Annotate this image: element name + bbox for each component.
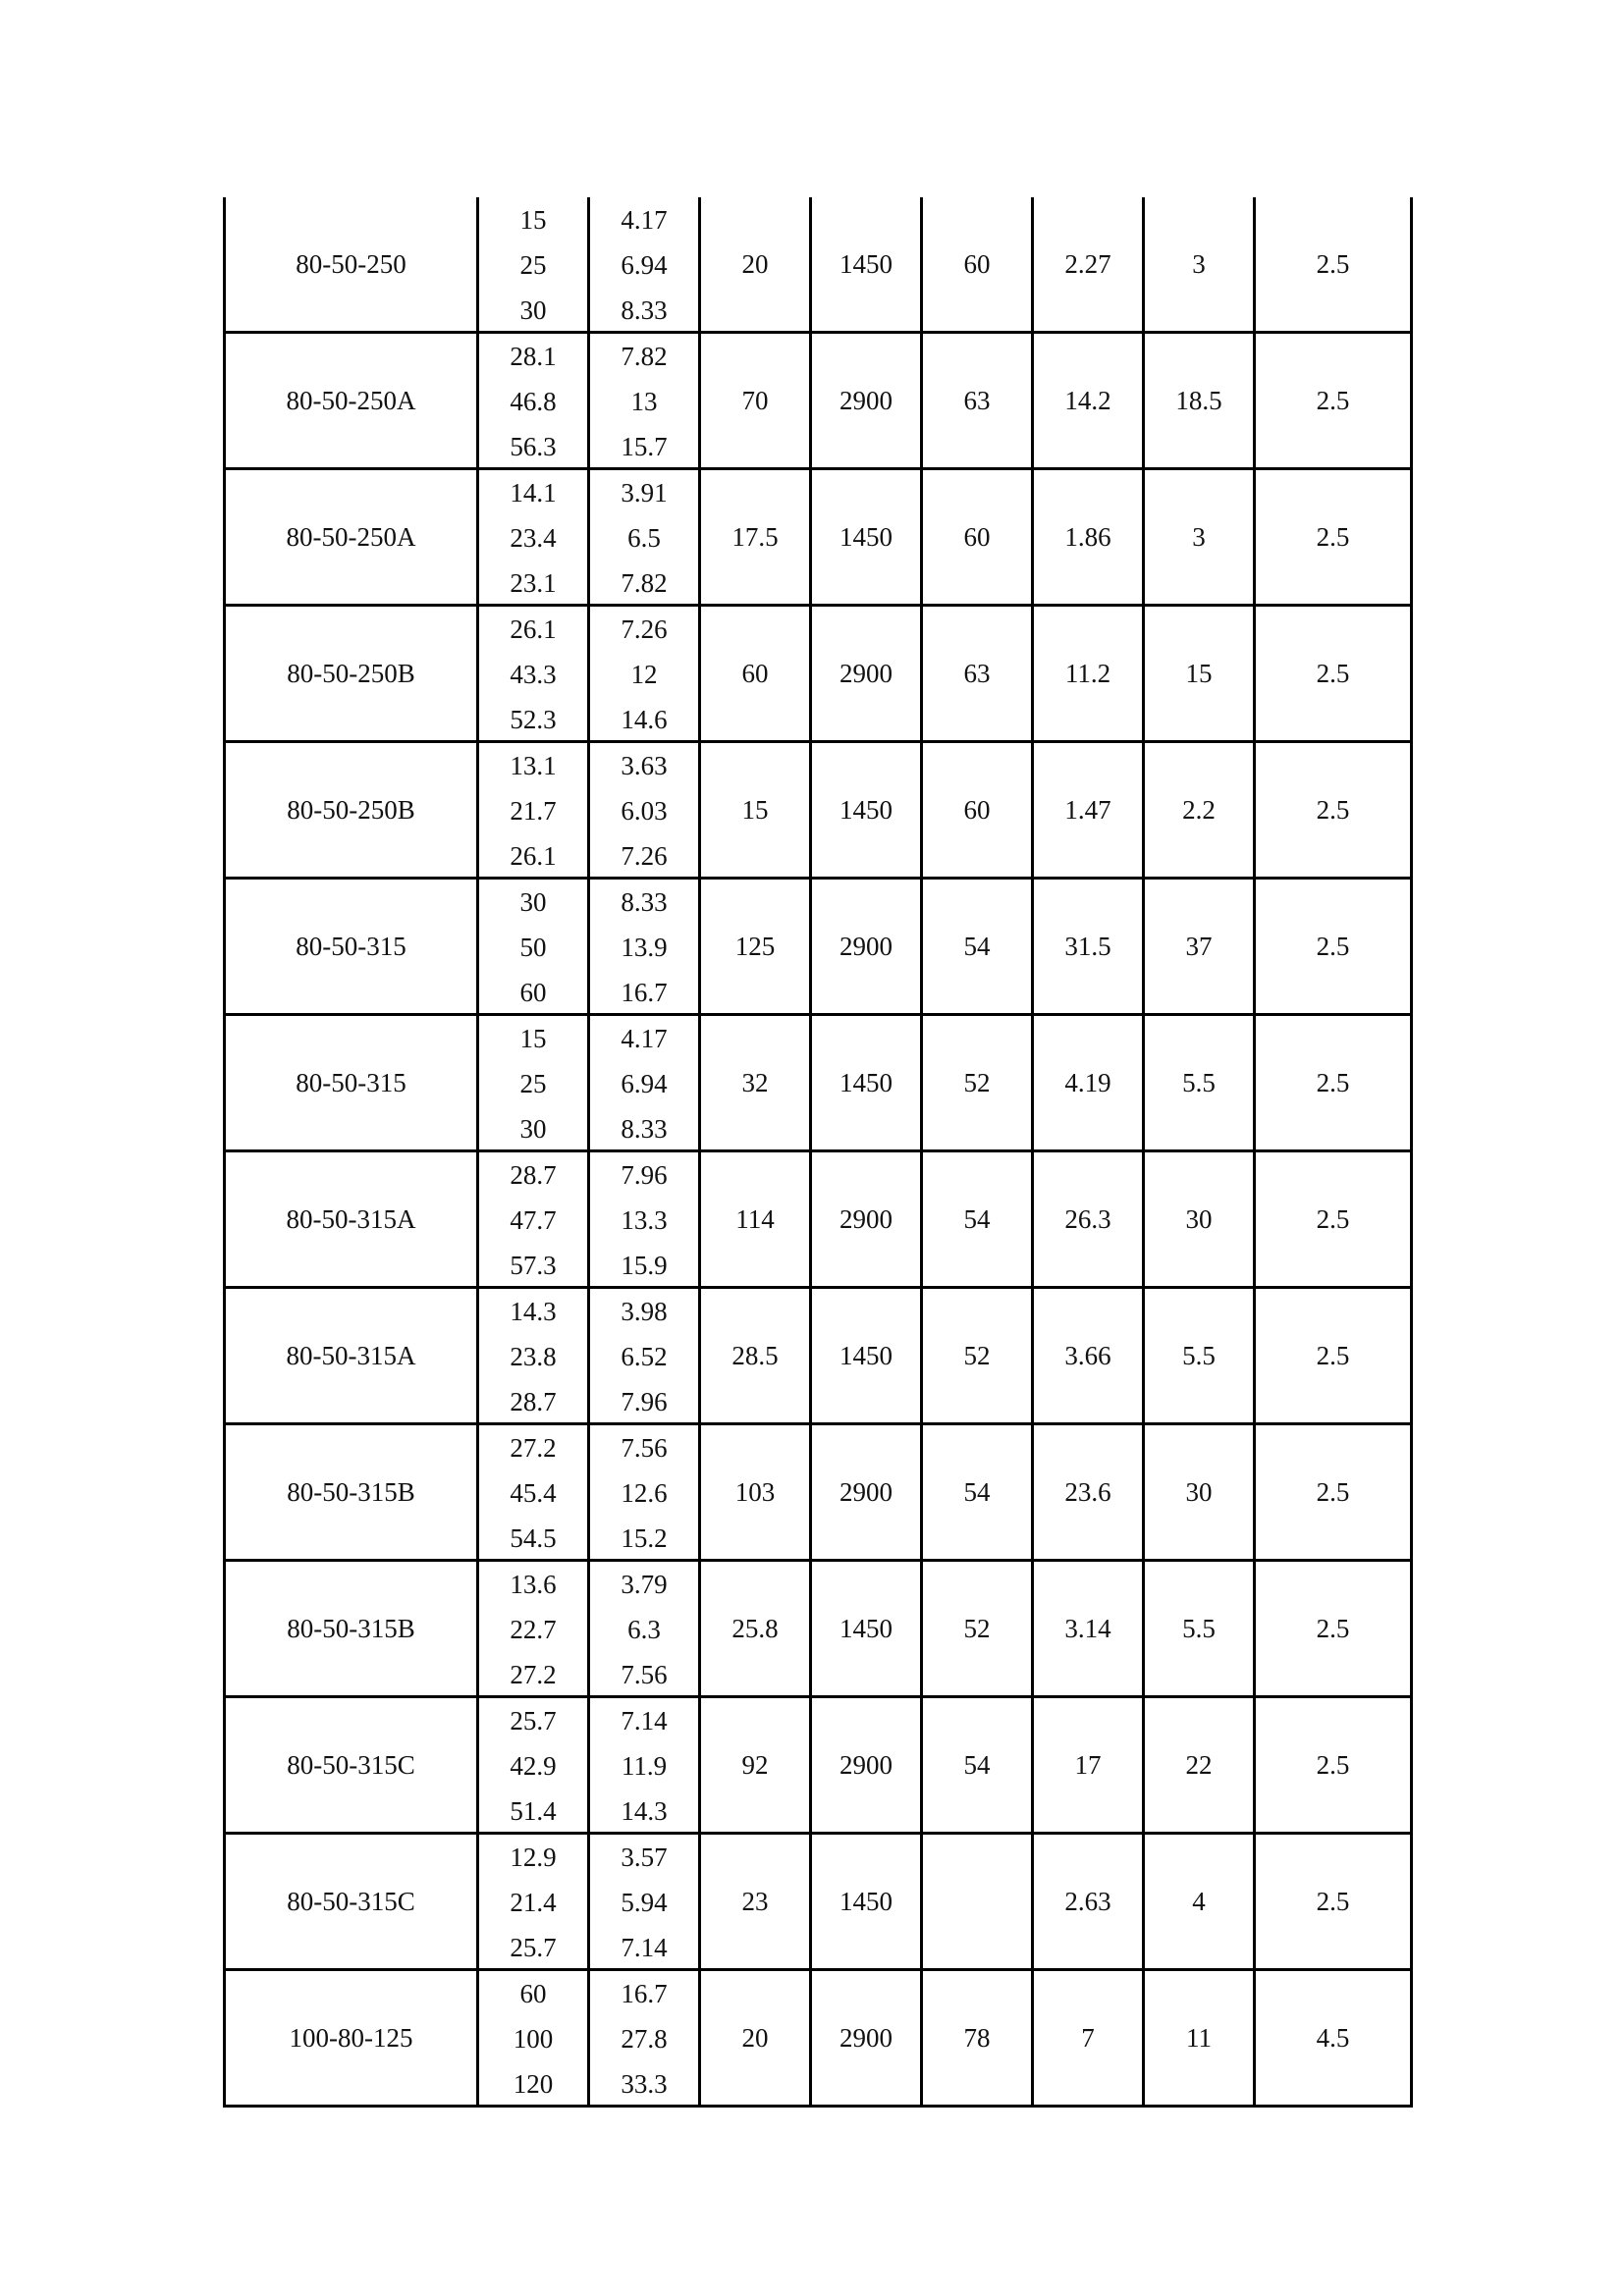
value-stack (590, 1562, 698, 1695)
efficiency-cell: 63 (922, 333, 1033, 469)
stacked-value: 7.56 (621, 1660, 668, 1689)
speed-cell: 1450 (811, 1015, 922, 1151)
shaft-power-cell: 2.63 (1033, 1834, 1144, 1970)
npsh-cell: 2.5 (1255, 1697, 1412, 1834)
head-cell: 32 (700, 1015, 811, 1151)
model-cell: 80-50-250A (225, 469, 478, 606)
stacked-value: 14.1 (510, 478, 557, 507)
stacked-value: 13.6 (510, 1570, 557, 1599)
speed-cell: 2900 (811, 1697, 922, 1834)
stacked-value: 120 (513, 2069, 554, 2099)
motor-power-cell: 15 (1144, 606, 1255, 742)
stacked-value: 52.3 (510, 705, 557, 734)
shaft-power-cell: 2.27 (1033, 197, 1144, 333)
stacked-value: 6.52 (621, 1342, 668, 1371)
value-stack (590, 607, 698, 740)
flow-m3h-cell (478, 742, 589, 879)
stacked-value: 13.9 (621, 933, 668, 962)
stacked-value: 15.9 (621, 1251, 668, 1280)
value-stack (590, 1425, 698, 1559)
model-cell: 100-80-125 (225, 1970, 478, 2107)
shaft-power-cell: 23.6 (1033, 1424, 1144, 1561)
flow-ls-cell (589, 1288, 700, 1424)
stacked-value: 3.91 (621, 478, 668, 507)
table-row (225, 879, 1412, 1015)
shaft-power-cell: 4.19 (1033, 1015, 1144, 1151)
value-stack (479, 1425, 587, 1559)
stacked-value: 45.4 (510, 1478, 557, 1508)
stacked-value: 12.9 (510, 1842, 557, 1872)
speed-cell: 2900 (811, 333, 922, 469)
stacked-value: 4.17 (621, 1024, 668, 1053)
speed-cell: 1450 (811, 1834, 922, 1970)
npsh-cell: 2.5 (1255, 1424, 1412, 1561)
stacked-value: 7.56 (621, 1433, 668, 1463)
model-cell: 80-50-250A (225, 333, 478, 469)
stacked-value: 14.3 (510, 1297, 557, 1326)
speed-cell: 2900 (811, 1151, 922, 1288)
flow-m3h-cell (478, 879, 589, 1015)
stacked-value: 8.33 (621, 295, 668, 325)
stacked-value: 7.96 (621, 1160, 668, 1190)
table-row (225, 1834, 1412, 1970)
stacked-value: 30 (519, 295, 547, 325)
stacked-value: 46.8 (510, 387, 557, 416)
value-stack (590, 743, 698, 877)
value-stack (479, 1016, 587, 1149)
value-stack (479, 1971, 587, 2105)
stacked-value: 28.7 (510, 1160, 557, 1190)
stacked-value: 12.6 (621, 1478, 668, 1508)
stacked-value: 27.2 (510, 1660, 557, 1689)
npsh-cell: 2.5 (1255, 1015, 1412, 1151)
value-stack (590, 470, 698, 604)
stacked-value: 100 (513, 2024, 554, 2054)
stacked-value: 4.17 (621, 205, 668, 235)
efficiency-cell: 60 (922, 469, 1033, 606)
stacked-value: 3.57 (621, 1842, 668, 1872)
npsh-cell: 2.5 (1255, 197, 1412, 333)
stacked-value: 16.7 (621, 978, 668, 1007)
model-cell: 80-50-250B (225, 742, 478, 879)
stacked-value: 27.2 (510, 1433, 557, 1463)
shaft-power-cell: 1.47 (1033, 742, 1144, 879)
head-cell: 17.5 (700, 469, 811, 606)
stacked-value: 22.7 (510, 1615, 557, 1644)
motor-power-cell: 4 (1144, 1834, 1255, 1970)
stacked-value: 25.7 (510, 1706, 557, 1735)
motor-power-cell: 11 (1144, 1970, 1255, 2107)
stacked-value: 3.79 (621, 1570, 668, 1599)
stacked-value: 47.7 (510, 1205, 557, 1235)
flow-m3h-cell (478, 1288, 589, 1424)
flow-m3h-cell (478, 1015, 589, 1151)
speed-cell: 1450 (811, 742, 922, 879)
npsh-cell: 2.5 (1255, 469, 1412, 606)
flow-ls-cell (589, 1151, 700, 1288)
motor-power-cell: 5.5 (1144, 1288, 1255, 1424)
value-stack (590, 1152, 698, 1286)
flow-ls-cell (589, 469, 700, 606)
flow-ls-cell (589, 1970, 700, 2107)
stacked-value: 26.1 (510, 614, 557, 644)
motor-power-cell: 30 (1144, 1424, 1255, 1561)
head-cell: 15 (700, 742, 811, 879)
stacked-value: 33.3 (621, 2069, 668, 2099)
head-cell: 125 (700, 879, 811, 1015)
flow-ls-cell (589, 606, 700, 742)
motor-power-cell: 30 (1144, 1151, 1255, 1288)
pump-spec-table (223, 197, 1413, 2108)
table-row (225, 742, 1412, 879)
stacked-value: 51.4 (510, 1796, 557, 1826)
shaft-power-cell: 7 (1033, 1970, 1144, 2107)
speed-cell: 1450 (811, 1288, 922, 1424)
stacked-value: 7.14 (621, 1933, 668, 1962)
stacked-value: 16.7 (621, 1979, 668, 2008)
shaft-power-cell: 3.66 (1033, 1288, 1144, 1424)
table-body (225, 197, 1412, 2107)
flow-m3h-cell (478, 1424, 589, 1561)
table-row (225, 1697, 1412, 1834)
efficiency-cell: 52 (922, 1015, 1033, 1151)
speed-cell: 2900 (811, 1970, 922, 2107)
stacked-value: 23.4 (510, 523, 557, 553)
flow-m3h-cell (478, 1151, 589, 1288)
stacked-value: 5.94 (621, 1888, 668, 1917)
stacked-value: 56.3 (510, 432, 557, 461)
shaft-power-cell: 3.14 (1033, 1561, 1144, 1697)
value-stack (479, 334, 587, 467)
head-cell: 70 (700, 333, 811, 469)
table-row (225, 1561, 1412, 1697)
table-row (225, 1151, 1412, 1288)
value-stack (479, 470, 587, 604)
stacked-value: 15.7 (621, 432, 668, 461)
value-stack (479, 1698, 587, 1832)
stacked-value: 6.03 (621, 796, 668, 826)
stacked-value: 27.8 (621, 2024, 668, 2054)
stacked-value: 21.4 (510, 1888, 557, 1917)
npsh-cell: 2.5 (1255, 1288, 1412, 1424)
table-row (225, 469, 1412, 606)
motor-power-cell: 18.5 (1144, 333, 1255, 469)
flow-ls-cell (589, 197, 700, 333)
efficiency-cell: 60 (922, 197, 1033, 333)
table-row (225, 333, 1412, 469)
efficiency-cell: 63 (922, 606, 1033, 742)
stacked-value: 3.98 (621, 1297, 668, 1326)
value-stack (479, 1562, 587, 1695)
stacked-value: 50 (519, 933, 547, 962)
shaft-power-cell: 14.2 (1033, 333, 1144, 469)
motor-power-cell: 5.5 (1144, 1561, 1255, 1697)
efficiency-cell (922, 1834, 1033, 1970)
stacked-value: 3.63 (621, 751, 668, 780)
stacked-value: 7.96 (621, 1387, 668, 1416)
npsh-cell: 2.5 (1255, 1834, 1412, 1970)
motor-power-cell: 37 (1144, 879, 1255, 1015)
stacked-value: 30 (519, 887, 547, 917)
value-stack (590, 880, 698, 1013)
value-stack (479, 880, 587, 1013)
stacked-value: 21.7 (510, 796, 557, 826)
model-cell: 80-50-315A (225, 1151, 478, 1288)
stacked-value: 7.14 (621, 1706, 668, 1735)
shaft-power-cell: 1.86 (1033, 469, 1144, 606)
stacked-value: 15.2 (621, 1523, 668, 1553)
model-cell: 80-50-250 (225, 197, 478, 333)
stacked-value: 11.9 (621, 1751, 668, 1781)
stacked-value: 14.3 (621, 1796, 668, 1826)
table-row (225, 1970, 1412, 2107)
table-row (225, 1015, 1412, 1151)
value-stack (590, 1698, 698, 1832)
stacked-value: 26.1 (510, 841, 557, 871)
value-stack (590, 197, 698, 331)
npsh-cell: 2.5 (1255, 606, 1412, 742)
stacked-value: 57.3 (510, 1251, 557, 1280)
efficiency-cell: 54 (922, 1151, 1033, 1288)
stacked-value: 7.26 (621, 614, 668, 644)
value-stack (479, 1289, 587, 1422)
flow-ls-cell (589, 1697, 700, 1834)
stacked-value: 6.94 (621, 1069, 668, 1098)
efficiency-cell: 54 (922, 879, 1033, 1015)
stacked-value: 28.1 (510, 342, 557, 371)
value-stack (590, 1289, 698, 1422)
value-stack (479, 1835, 587, 1968)
stacked-value: 60 (519, 978, 547, 1007)
motor-power-cell: 3 (1144, 197, 1255, 333)
flow-ls-cell (589, 1424, 700, 1561)
stacked-value: 43.3 (510, 660, 557, 689)
flow-m3h-cell (478, 1834, 589, 1970)
stacked-value: 6.94 (621, 250, 668, 280)
stacked-value: 13.1 (510, 751, 557, 780)
npsh-cell: 4.5 (1255, 1970, 1412, 2107)
motor-power-cell: 5.5 (1144, 1015, 1255, 1151)
motor-power-cell: 22 (1144, 1697, 1255, 1834)
value-stack (479, 743, 587, 877)
stacked-value: 54.5 (510, 1523, 557, 1553)
model-cell: 80-50-315 (225, 1015, 478, 1151)
flow-m3h-cell (478, 1970, 589, 2107)
flow-ls-cell (589, 742, 700, 879)
stacked-value: 25.7 (510, 1933, 557, 1962)
head-cell: 20 (700, 197, 811, 333)
npsh-cell: 2.5 (1255, 1561, 1412, 1697)
model-cell: 80-50-315C (225, 1834, 478, 1970)
stacked-value: 7.82 (621, 568, 668, 598)
value-stack (590, 1016, 698, 1149)
shaft-power-cell: 17 (1033, 1697, 1144, 1834)
motor-power-cell: 2.2 (1144, 742, 1255, 879)
efficiency-cell: 78 (922, 1970, 1033, 2107)
speed-cell: 2900 (811, 879, 922, 1015)
head-cell: 20 (700, 1970, 811, 2107)
head-cell: 92 (700, 1697, 811, 1834)
efficiency-cell: 60 (922, 742, 1033, 879)
head-cell: 23 (700, 1834, 811, 1970)
head-cell: 28.5 (700, 1288, 811, 1424)
shaft-power-cell: 11.2 (1033, 606, 1144, 742)
shaft-power-cell: 31.5 (1033, 879, 1144, 1015)
efficiency-cell: 52 (922, 1288, 1033, 1424)
head-cell: 114 (700, 1151, 811, 1288)
npsh-cell: 2.5 (1255, 879, 1412, 1015)
speed-cell: 2900 (811, 606, 922, 742)
npsh-cell: 2.5 (1255, 333, 1412, 469)
flow-ls-cell (589, 1834, 700, 1970)
stacked-value: 23.8 (510, 1342, 557, 1371)
stacked-value: 15 (519, 1024, 547, 1053)
stacked-value: 30 (519, 1114, 547, 1144)
model-cell: 80-50-315B (225, 1424, 478, 1561)
flow-ls-cell (589, 1561, 700, 1697)
stacked-value: 25 (519, 1069, 547, 1098)
npsh-cell: 2.5 (1255, 1151, 1412, 1288)
value-stack (590, 334, 698, 467)
stacked-value: 28.7 (510, 1387, 557, 1416)
stacked-value: 15 (519, 205, 547, 235)
stacked-value: 6.5 (627, 523, 661, 553)
model-cell: 80-50-315B (225, 1561, 478, 1697)
speed-cell: 1450 (811, 197, 922, 333)
speed-cell: 2900 (811, 1424, 922, 1561)
stacked-value: 8.33 (621, 887, 668, 917)
value-stack (479, 607, 587, 740)
stacked-value: 8.33 (621, 1114, 668, 1144)
shaft-power-cell: 26.3 (1033, 1151, 1144, 1288)
stacked-value: 14.6 (621, 705, 668, 734)
stacked-value: 60 (519, 1979, 547, 2008)
stacked-value: 23.1 (510, 568, 557, 598)
head-cell: 60 (700, 606, 811, 742)
model-cell: 80-50-315C (225, 1697, 478, 1834)
efficiency-cell: 52 (922, 1561, 1033, 1697)
npsh-cell: 2.5 (1255, 742, 1412, 879)
efficiency-cell: 54 (922, 1424, 1033, 1561)
stacked-value: 7.26 (621, 841, 668, 871)
speed-cell: 1450 (811, 1561, 922, 1697)
flow-ls-cell (589, 879, 700, 1015)
head-cell: 25.8 (700, 1561, 811, 1697)
stacked-value: 42.9 (510, 1751, 557, 1781)
flow-ls-cell (589, 333, 700, 469)
speed-cell: 1450 (811, 469, 922, 606)
head-cell: 103 (700, 1424, 811, 1561)
flow-m3h-cell (478, 606, 589, 742)
value-stack (590, 1971, 698, 2105)
model-cell: 80-50-315 (225, 879, 478, 1015)
table-row (225, 1288, 1412, 1424)
value-stack (479, 1152, 587, 1286)
table-row (225, 606, 1412, 742)
flow-m3h-cell (478, 1561, 589, 1697)
efficiency-cell: 54 (922, 1697, 1033, 1834)
stacked-value: 6.3 (627, 1615, 661, 1644)
flow-ls-cell (589, 1015, 700, 1151)
value-stack (479, 197, 587, 331)
stacked-value: 25 (519, 250, 547, 280)
flow-m3h-cell (478, 1697, 589, 1834)
model-cell: 80-50-315A (225, 1288, 478, 1424)
motor-power-cell: 3 (1144, 469, 1255, 606)
flow-m3h-cell (478, 469, 589, 606)
table-row (225, 1424, 1412, 1561)
table-row (225, 197, 1412, 333)
flow-m3h-cell (478, 197, 589, 333)
stacked-value: 7.82 (621, 342, 668, 371)
stacked-value: 13 (630, 387, 658, 416)
stacked-value: 12 (630, 660, 658, 689)
value-stack (590, 1835, 698, 1968)
stacked-value: 13.3 (621, 1205, 668, 1235)
model-cell: 80-50-250B (225, 606, 478, 742)
flow-m3h-cell (478, 333, 589, 469)
